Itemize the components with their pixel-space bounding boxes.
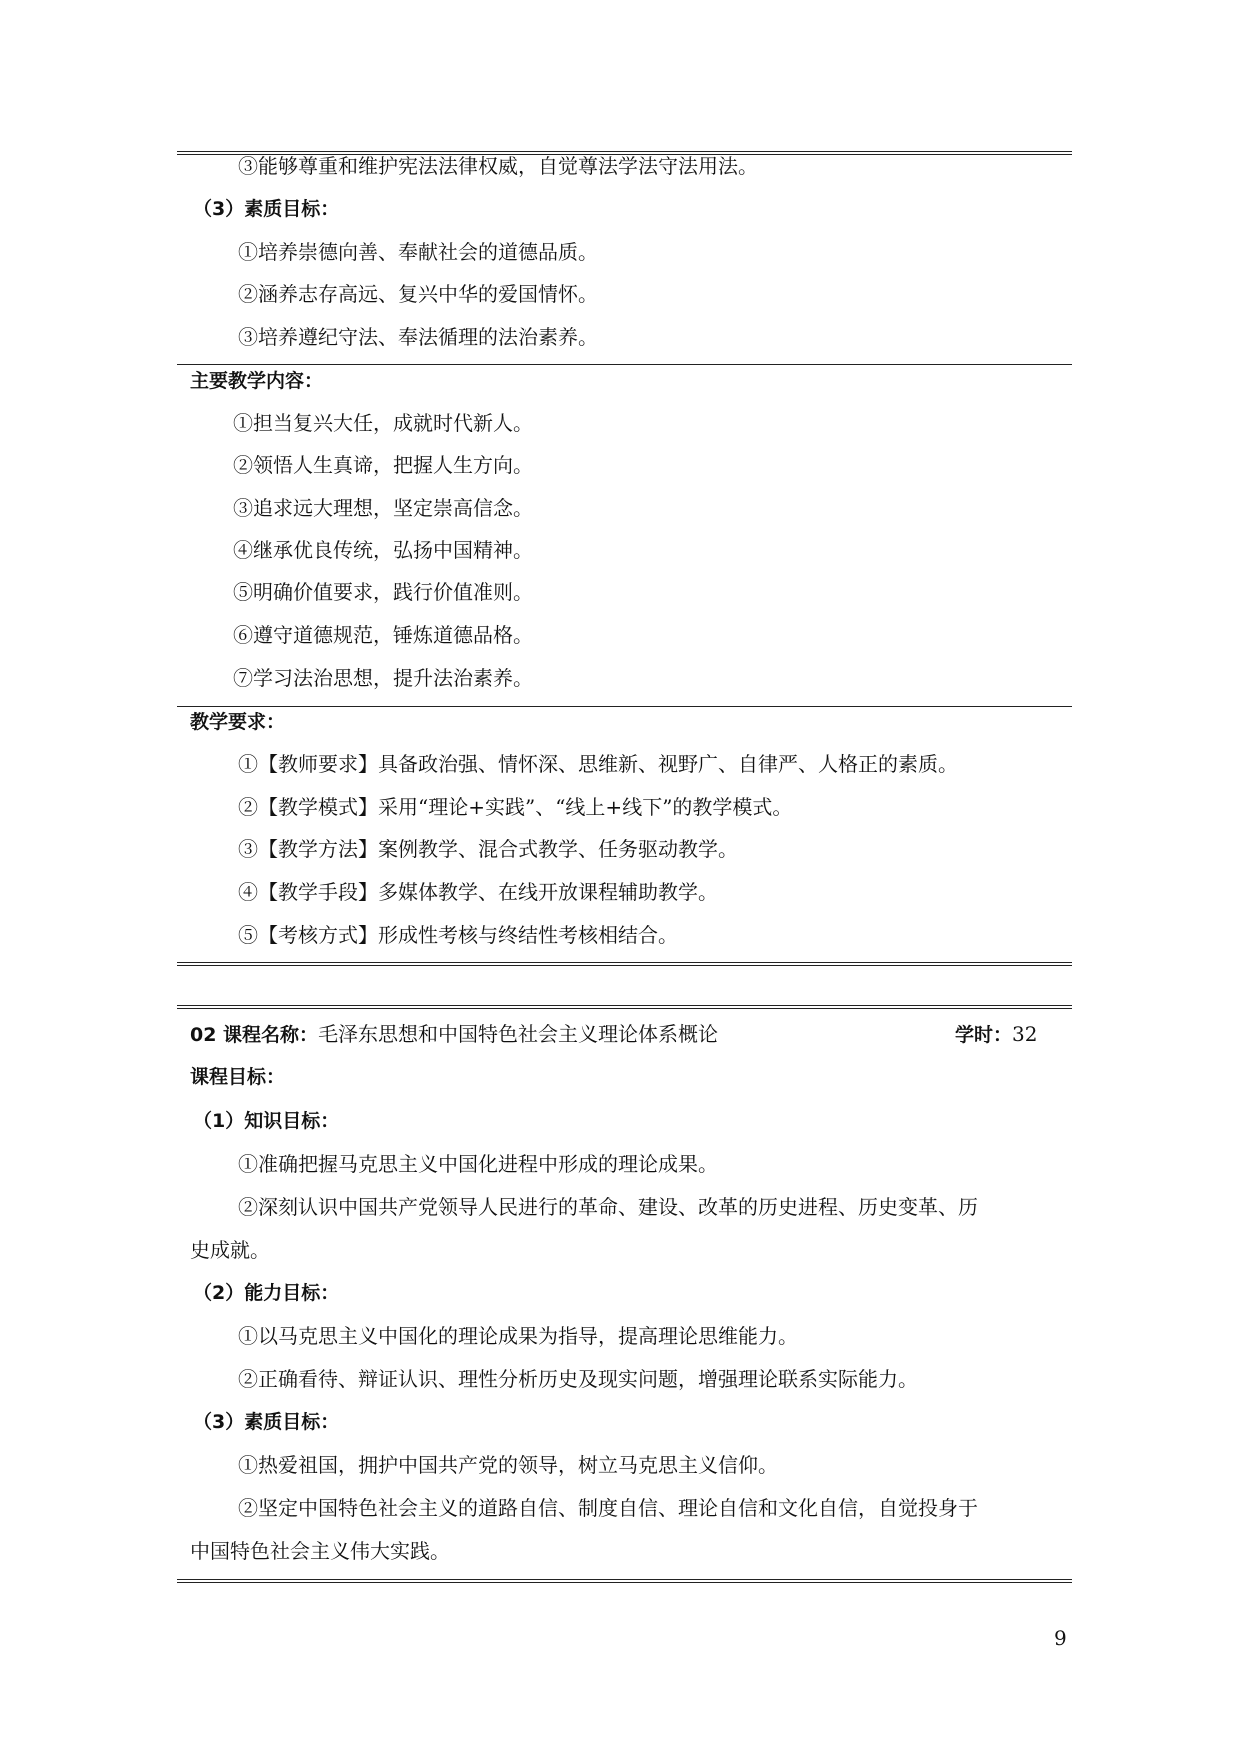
page-number: 9 bbox=[1054, 1626, 1067, 1650]
knowledge-heading: （1）知识目标： bbox=[193, 1110, 340, 1132]
content-heading: 主要教学内容： bbox=[190, 370, 324, 392]
requirement-item: ⑤【考核方式】形成性考核与终结性考核相结合。 bbox=[238, 923, 678, 947]
row-divider bbox=[177, 364, 1072, 365]
content-item: ③追求远大理想，坚定崇高信念。 bbox=[233, 496, 533, 520]
content-item: ④继承优良传统，弘扬中国精神。 bbox=[233, 538, 533, 562]
ability-item: ①以马克思主义中国化的理论成果为指导，提高理论思维能力。 bbox=[238, 1324, 798, 1348]
quality-item: ②涵养志存高远、复兴中华的爱国情怀。 bbox=[238, 282, 598, 306]
table-bottom-rule bbox=[177, 962, 1072, 966]
content-item: ①担当复兴大任，成就时代新人。 bbox=[233, 411, 533, 435]
hours-label: 学时： bbox=[955, 1024, 1013, 1046]
row-divider bbox=[177, 706, 1072, 707]
knowledge-item-wrap: 史成就。 bbox=[190, 1238, 270, 1262]
requirements-heading: 教学要求： bbox=[190, 711, 286, 733]
requirement-item: ②【教学模式】采用“理论+实践”、“线上+线下”的教学模式。 bbox=[238, 795, 793, 819]
quality-heading: （3）素质目标： bbox=[193, 198, 340, 220]
requirement-item: ①【教师要求】具备政治强、情怀深、思维新、视野广、自律严、人格正的素质。 bbox=[238, 752, 958, 776]
quality-item: ①热爱祖国，拥护中国共产党的领导，树立马克思主义信仰。 bbox=[238, 1453, 778, 1477]
course-hours bbox=[955, 1020, 1037, 1049]
hours-value: 32 bbox=[1012, 1022, 1038, 1046]
knowledge-item: ①准确把握马克思主义中国化进程中形成的理论成果。 bbox=[238, 1152, 718, 1176]
ability-item-3: ③能够尊重和维护宪法法律权威，自觉尊法学法守法用法。 bbox=[238, 154, 758, 178]
course-label: 02 课程名称： bbox=[190, 1024, 319, 1046]
knowledge-item: ②深刻认识中国共产党领导人民进行的革命、建设、改革的历史进程、历史变革、历 bbox=[238, 1195, 978, 1219]
content-item: ⑥遵守道德规范，锤炼道德品格。 bbox=[233, 623, 533, 647]
content-item: ⑦学习法治思想，提升法治素养。 bbox=[233, 666, 533, 690]
quality-heading: （3）素质目标： bbox=[193, 1411, 340, 1433]
goals-heading: 课程目标： bbox=[190, 1066, 286, 1088]
quality-item: ②坚定中国特色社会主义的道路自信、制度自信、理论自信和文化自信，自觉投身于 bbox=[238, 1496, 978, 1520]
ability-item: ②正确看待、辩证认识、理性分析历史及现实问题，增强理论联系实际能力。 bbox=[238, 1367, 918, 1391]
requirement-item: ③【教学方法】案例教学、混合式教学、任务驱动教学。 bbox=[238, 837, 738, 861]
quality-item: ③培养遵纪守法、奉法循理的法治素养。 bbox=[238, 325, 598, 349]
content-item: ⑤明确价值要求，践行价值准则。 bbox=[233, 580, 533, 604]
content-item: ②领悟人生真谛，把握人生方向。 bbox=[233, 453, 533, 477]
quality-item-wrap: 中国特色社会主义伟大实践。 bbox=[190, 1539, 450, 1563]
quality-item: ①培养崇德向善、奉献社会的道德品质。 bbox=[238, 240, 598, 264]
requirement-item: ④【教学手段】多媒体教学、在线开放课程辅助教学。 bbox=[238, 880, 718, 904]
course-title bbox=[190, 1020, 718, 1049]
course-name: 毛泽东思想和中国特色社会主义理论体系概论 bbox=[318, 1022, 719, 1046]
ability-heading: （2）能力目标： bbox=[193, 1282, 340, 1304]
table-top-rule bbox=[177, 1005, 1072, 1009]
table-bottom-rule bbox=[177, 1579, 1072, 1583]
